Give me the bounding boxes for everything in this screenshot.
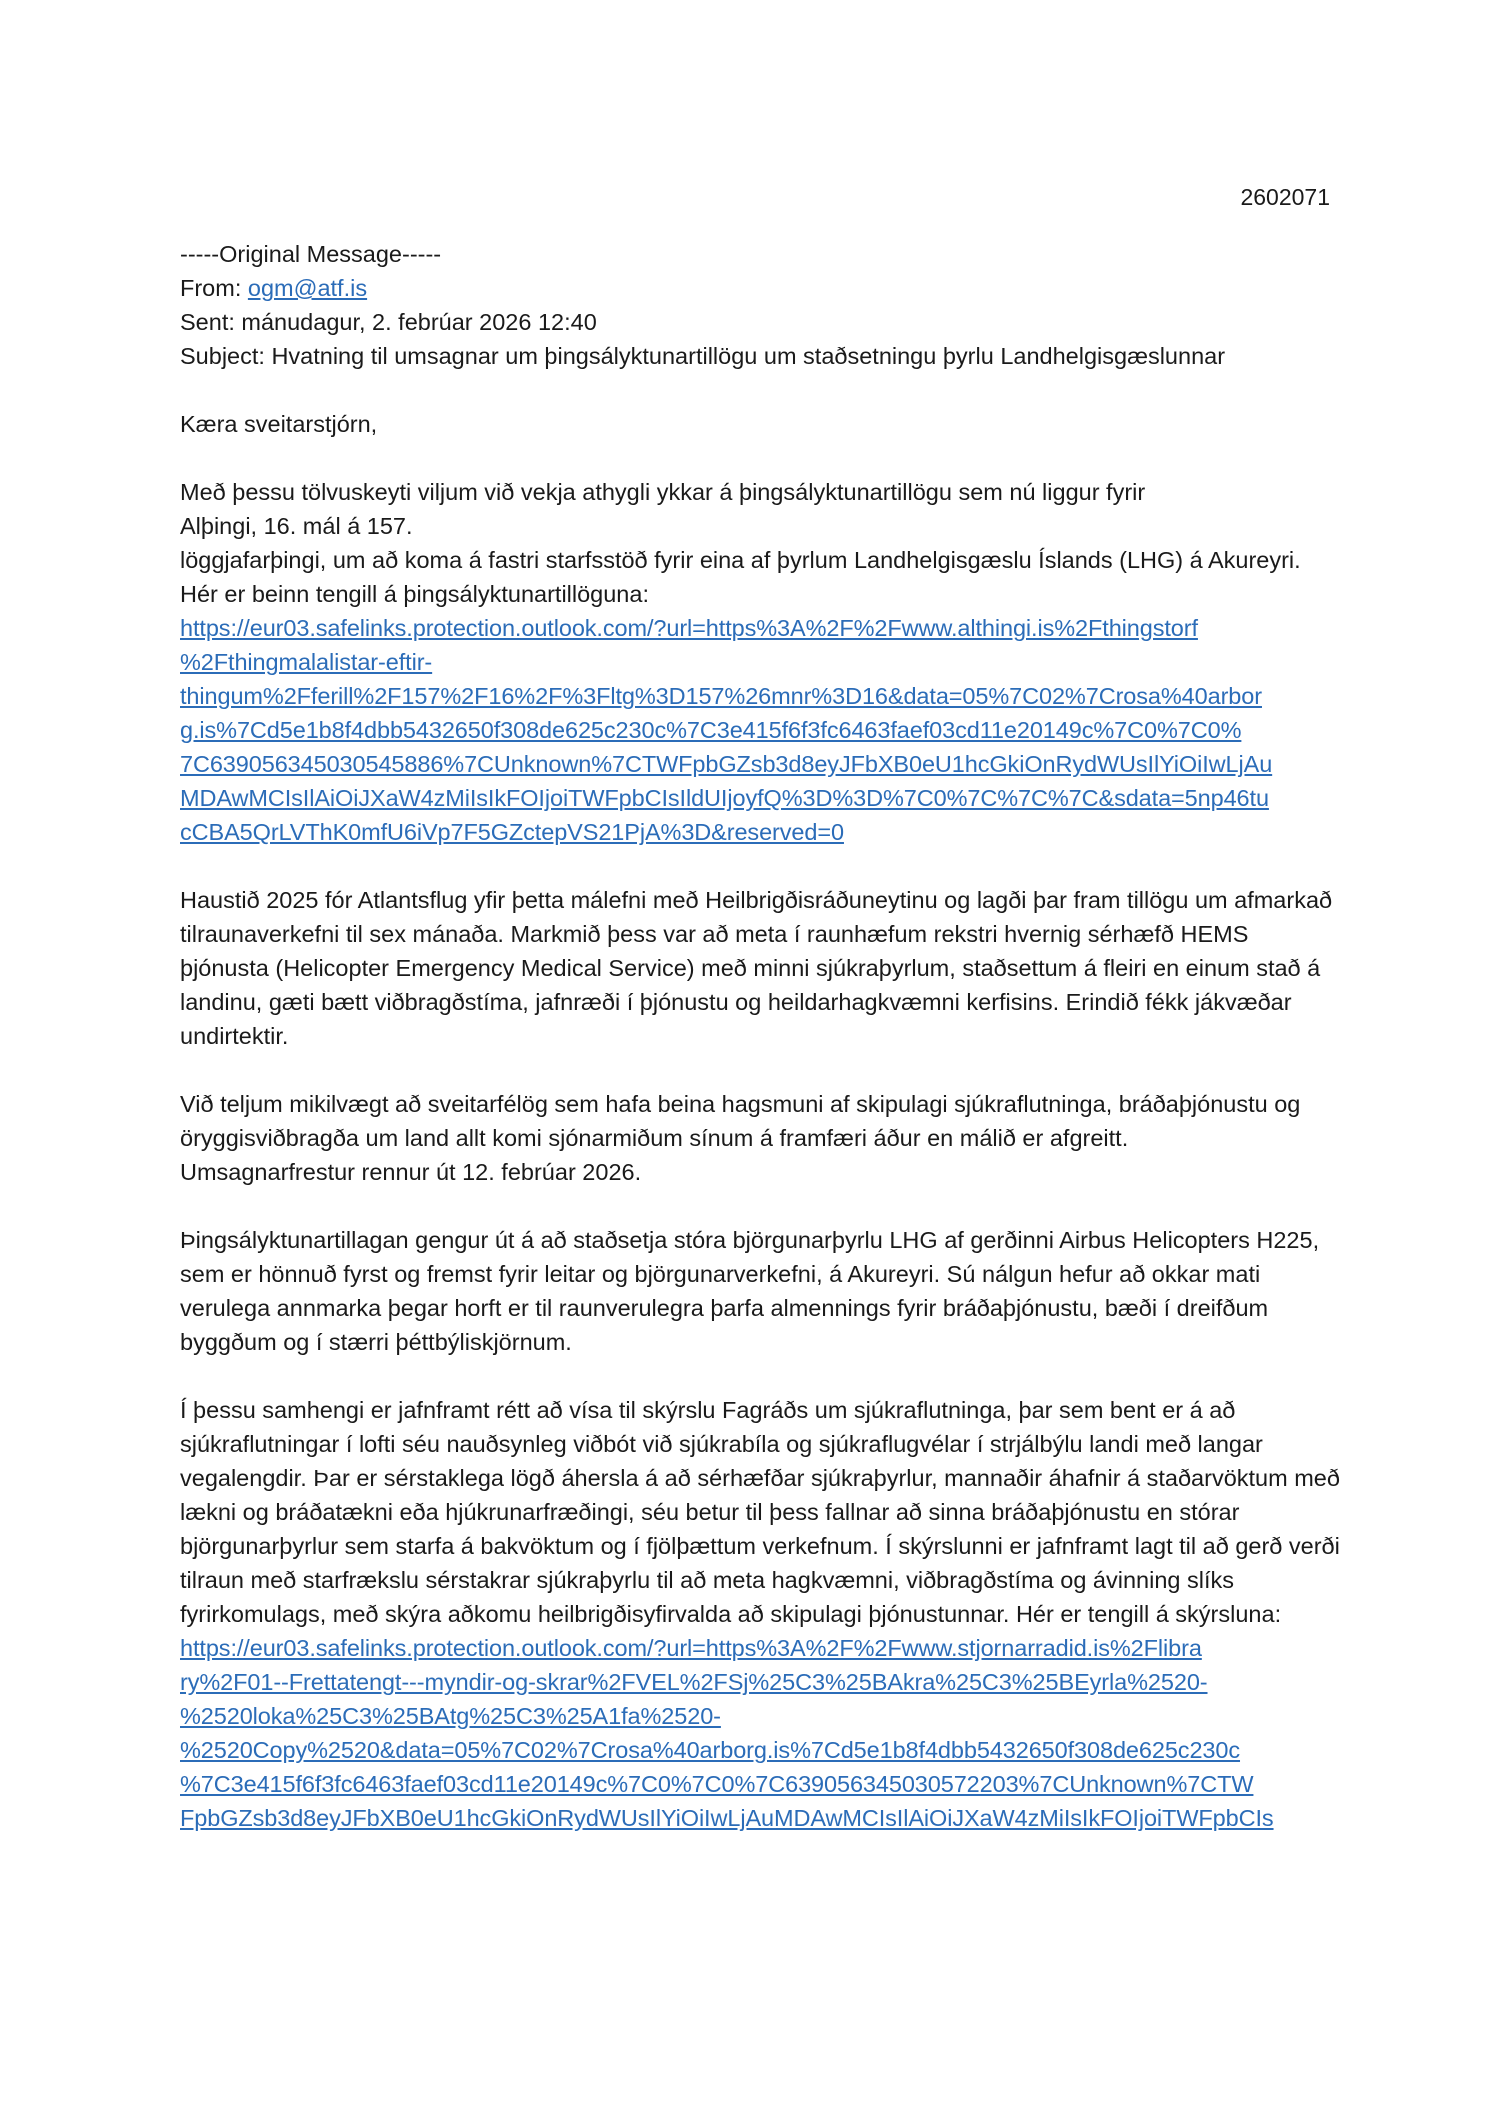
paragraph-report: Í þessu samhengi er jafnframt rétt að vísa til skýrslu Fagráðs um sjúkraflutninga, þar sem bent er á að sjúkraflutningar í lofti séu nauðsynleg viðbót við sjúkrabíla og sjúkraflugvélar í strjálbýlu landi með langar vegalengdir. Þar er sérstaklega lögð áhersla á að sérhæfðar sjúkraþyrlur, mannaðir áhafnir á staðarvöktum með lækni og bráðatækni eða hjúkrunarfræðingi, séu betur til þess fallnar að sinna bráðaþjónustu en stórar björgunarþyrlur sem starfa á bakvöktum og í fjölþættum verkefnum. Í skýrslunni er jafnframt lagt til að gerð verði tilraun með starfrækslu sérstakrar sjúkraþyrlu til að meta hagkvæmni, viðbragðstíma og ávinning slíks fyrirkomulags, með skýra aðkomu heilbrigðisyfirvalda að skipulagi þjónustunnar. Hér er tengill á skýrsluna:	[180, 1397, 1340, 1627]
greeting: Kæra sveitarstjórn,	[180, 411, 378, 437]
paragraph-intro	[180, 475, 1340, 611]
intro-line-1: Með þessu tölvuskeyti viljum við vekja athygli ykkar á þingsályktunartillögu sem nú liggur fyrir	[180, 479, 1146, 505]
althingi-link-line[interactable]: MDAwMCIsIlAiOiJXaW4zMiIsIkFOIjoiTWFpbCIsIldUIjoyfQ%3D%3D%7C0%7C%7C%7C&sdata=5np46tu	[180, 785, 1269, 811]
althingi-link-line[interactable]: %2Fthingmalalistar-eftir-	[180, 649, 433, 675]
intro-line-2: Alþingi, 16. mál á 157.	[180, 513, 413, 539]
report-link-line[interactable]: %2520loka%25C3%25BAtg%25C3%25A1fa%2520-	[180, 1703, 721, 1729]
althingi-link-line[interactable]: 7C639056345030545886%7CUnknown%7CTWFpbGZsb3d8eyJFbXB0eU1hcGkiOnRydWUsIlYiOiIwLjAu	[180, 751, 1273, 777]
report-link-line[interactable]: %7C3e415f6f3fc6463faef03cd11e20149c%7C0%7C0%7C639056345030572203%7CUnknown%7CTW	[180, 1771, 1254, 1797]
sent-line: Sent: mánudagur, 2. febrúar 2026 12:40	[180, 309, 597, 335]
althingi-link-line[interactable]: https://eur03.safelinks.protection.outlook.com/?url=https%3A%2F%2Fwww.althingi.is%2Fthingstorf	[180, 615, 1198, 641]
email-content	[180, 237, 1340, 1835]
report-link[interactable]	[180, 1631, 1340, 1835]
report-link-line[interactable]: https://eur03.safelinks.protection.outlook.com/?url=https%3A%2F%2Fwww.stjornarradid.is%2Flibra	[180, 1635, 1202, 1661]
deadline-line: Umsagnarfrestur rennur út 12. febrúar 2026.	[180, 1159, 642, 1185]
althingi-link-line[interactable]: cCBA5QrLVThK0mfU6iVp7F5GZctepVS21PjA%3D&reserved=0	[180, 819, 844, 845]
email-header	[180, 237, 1340, 373]
document-number: 2602071	[1240, 184, 1330, 210]
report-link-line[interactable]: ry%2F01--Frettatengt---myndir-og-skrar%2FVEL%2FSj%25C3%25BAkra%25C3%25BEyrla%2520-	[180, 1669, 1208, 1695]
from-label: From:	[180, 275, 248, 301]
from-line	[180, 271, 1340, 305]
althingi-link[interactable]	[180, 611, 1340, 849]
althingi-link-line[interactable]: thingum%2Fferill%2F157%2F16%2F%3Fltg%3D157%26mnr%3D16&data=05%7C02%7Crosa%40arbor	[180, 683, 1262, 709]
subject-line: Subject: Hvatning til umsagnar um þingsályktunartillögu um staðsetningu þyrlu Landhelgisgæslunnar	[180, 343, 1226, 369]
report-link-line[interactable]: FpbGZsb3d8eyJFbXB0eU1hcGkiOnRydWUsIlYiOiIwLjAuMDAwMCIsIlAiOiJXaW4zMiIsIkFOIjoiTWFpbCIs	[180, 1805, 1274, 1831]
intro-line-3: löggjafarþingi, um að koma á fastri starfsstöð fyrir eina af þyrlum Landhelgisgæslu Íslands (LHG) á Akureyri. Hér er beinn tengill á þingsályktunartillöguna:	[180, 547, 1308, 607]
paragraph-municipalities: Við teljum mikilvægt að sveitarfélög sem hafa beina hagsmuni af skipulagi sjúkraflutninga, bráðaþjónustu og öryggisviðbragða um land allt komi sjónarmiðum sínum á framfæri áður en málið er afgreitt.	[180, 1091, 1301, 1151]
from-email-link[interactable]: ogm@atf.is	[247, 275, 368, 301]
original-message-marker: -----Original Message-----	[180, 241, 442, 267]
paragraph-atlantsflug: Haustið 2025 fór Atlantsflug yfir þetta málefni með Heilbrigðisráðuneytinu og lagði þar fram tillögu um afmarkað tilraunaverkefni til sex mánaða. Markmið þess var að meta í raunhæfum rekstri hvernig sérhæfð HEMS þjónusta (Helicopter Emergency Medical Service) með minni sjúkraþyrlum, staðsettum á fleiri en einum stað á landinu, gæti bætt viðbragðstíma, jafnræði í þjónustu og heildarhagkvæmni kerfisins. Erindið fékk jákvæðar undirtektir.	[180, 887, 1333, 1049]
report-link-line[interactable]: %2520Copy%2520&data=05%7C02%7Crosa%40arborg.is%7Cd5e1b8f4dbb5432650f308de625c230c	[180, 1737, 1241, 1763]
paragraph-proposal: Þingsályktunartillagan gengur út á að staðsetja stóra björgunarþyrlu LHG af gerðinni Airbus Helicopters H225, sem er hönnuð fyrst og fremst fyrir leitar og björgunarverkefni, á Akureyri. Sú nálgun hefur að okkar mati verulega annmarka þegar horft er til raunverulegra þarfa almennings fyrir bráðaþjónustu, bæði í dreifðum byggðum og í stærri þéttbýliskjörnum.	[180, 1227, 1320, 1355]
althingi-link-line[interactable]: g.is%7Cd5e1b8f4dbb5432650f308de625c230c%7C3e415f6f3fc6463faef03cd11e20149c%7C0%7C0%	[180, 717, 1242, 743]
